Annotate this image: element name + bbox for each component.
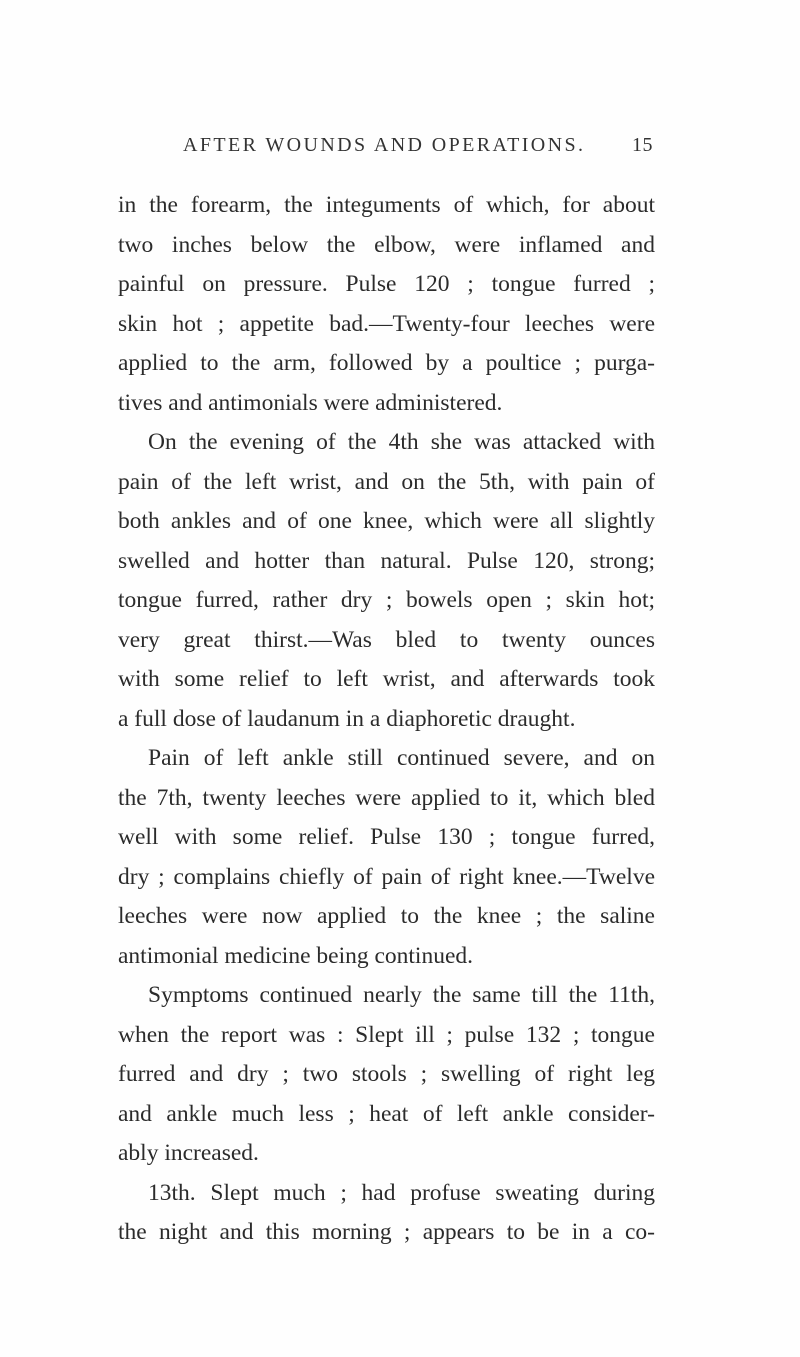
running-title: AFTER WOUNDS AND OPERATIONS. bbox=[183, 134, 586, 156]
text-line: Pain of left ankle still continued severe, and on bbox=[148, 745, 655, 771]
text-line: Symptoms continued nearly the same till the 11th, bbox=[148, 982, 655, 1008]
text-line: On the evening of the 4th she was attacked with bbox=[148, 429, 655, 455]
text-line: well with some relief. Pulse 130 ; tongue furred, bbox=[118, 824, 655, 850]
text-line: in the forearm, the integuments of which, for about bbox=[118, 192, 655, 218]
text-line: skin hot ; appetite bad.—Twenty-four leeches were bbox=[118, 310, 655, 337]
text-line: both ankles and of one knee, which were all slightly bbox=[118, 508, 655, 534]
text-line: ably increased. bbox=[118, 1140, 259, 1166]
body-text bbox=[118, 186, 655, 1253]
text-line: pain of the left wrist, and on the 5th, with pain of bbox=[118, 468, 655, 495]
text-line: and ankle much less ; heat of left ankle consider- bbox=[118, 1100, 655, 1127]
text-line: painful on pressure. Pulse 120 ; tongue furred ; bbox=[118, 271, 655, 297]
text-line: swelled and hotter than natural. Pulse 120, strong; bbox=[118, 547, 655, 574]
text-line: the 7th, twenty leeches were applied to it, which bled bbox=[118, 784, 655, 811]
text-line: leeches were now applied to the knee ; the saline bbox=[118, 903, 655, 929]
text-line: when the report was : Slept ill ; pulse 132 ; tongue bbox=[118, 1021, 655, 1048]
text-line: antimonial medicine being continued. bbox=[118, 942, 474, 969]
text-line: two inches below the elbow, were inflamed and bbox=[118, 231, 655, 258]
text-line: furred and dry ; two stools ; swelling of right leg bbox=[118, 1061, 655, 1087]
text-line: tives and antimonials were administered. bbox=[118, 389, 503, 416]
text-line: the night and this morning ; appears to be in a co- bbox=[118, 1219, 655, 1245]
page-number: 15 bbox=[632, 134, 653, 156]
text-line: a full dose of laudanum in a diaphoretic draught. bbox=[118, 705, 576, 732]
running-head bbox=[183, 134, 653, 164]
text-line: 13th. Slept much ; had profuse sweating during bbox=[148, 1179, 655, 1206]
text-line: very great thirst.—Was bled to twenty ounces bbox=[118, 626, 655, 653]
text-line: with some relief to left wrist, and afterwards took bbox=[118, 666, 655, 692]
text-line: applied to the arm, followed by a poultice ; purga- bbox=[118, 350, 655, 376]
text-line: tongue furred, rather dry ; bowels open ; skin hot; bbox=[118, 587, 655, 613]
text-line: dry ; complains chiefly of pain of right knee.—Twelve bbox=[118, 863, 655, 890]
